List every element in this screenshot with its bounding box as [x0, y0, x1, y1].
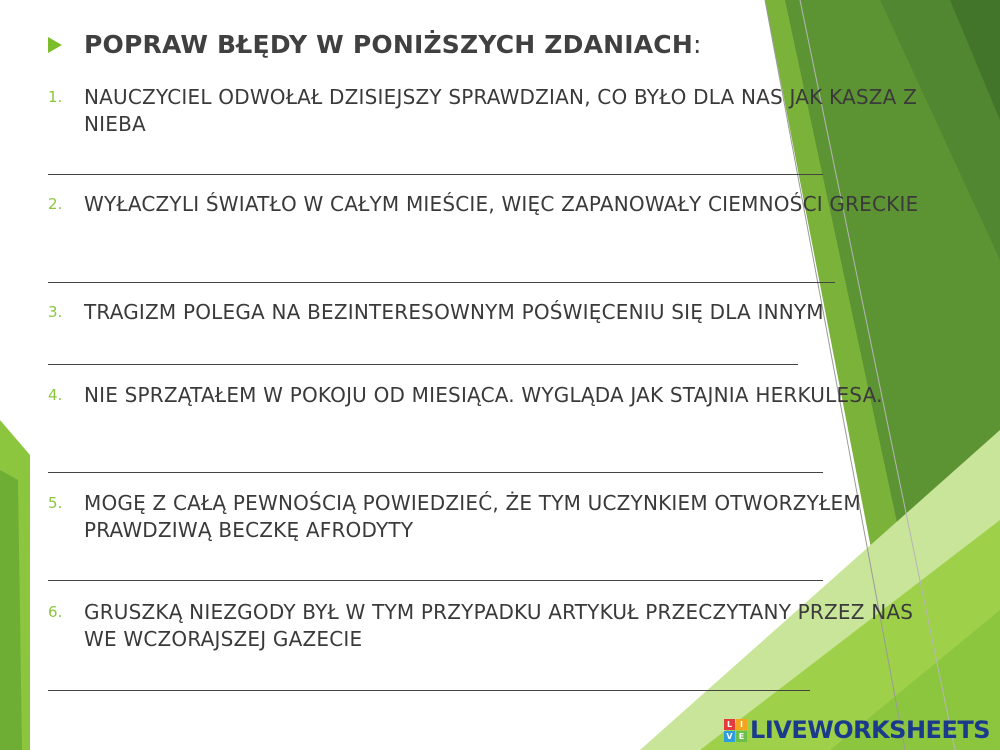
- bullet-arrow-icon: [48, 37, 62, 53]
- logo-letter: V: [724, 731, 735, 742]
- title-row: [48, 30, 701, 59]
- answer-line[interactable]: [48, 282, 835, 283]
- logo-grid-icon: [724, 719, 747, 742]
- title-colon: :: [692, 30, 702, 59]
- list-item: [48, 191, 918, 218]
- answer-line[interactable]: [48, 364, 798, 365]
- item-number: 2.: [48, 195, 63, 213]
- liveworksheets-logo: [724, 716, 990, 744]
- item-number: 3.: [48, 303, 63, 321]
- answer-line[interactable]: [48, 472, 823, 473]
- list-item: [48, 382, 883, 409]
- logo-letter: E: [736, 731, 747, 742]
- list-item: [48, 84, 934, 138]
- item-text: NIE SPRZĄTAŁEM W POKOJU OD MIESIĄCA. WYGLĄDA JAK STAJNIA HERKULESA.: [84, 383, 883, 407]
- item-number: 4.: [48, 386, 63, 404]
- item-text: WYŁACZYLI ŚWIATŁO W CAŁYM MIEŚCIE, WIĘC ZAPANOWAŁY CIEMNOŚCI GRECKIE: [84, 192, 919, 216]
- list-item: [48, 299, 824, 326]
- list-item: [48, 599, 934, 653]
- item-text: GRUSZKĄ NIEZGODY BYŁ W TYM PRZYPADKU ARTYKUŁ PRZECZYTANY PRZEZ NAS WE WCZORAJSZEJ GAZECIE: [84, 600, 914, 651]
- item-number: 6.: [48, 603, 63, 621]
- item-text: MOGĘ Z CAŁĄ PEWNOŚCIĄ POWIEDZIEĆ, ŻE TYM UCZYNKIEM OTWORZYŁEM PRAWDZIWĄ BECZKĘ AFRODYTY: [84, 491, 861, 542]
- answer-line[interactable]: [48, 690, 810, 691]
- logo-letter: I: [736, 719, 747, 730]
- item-number: 5.: [48, 494, 63, 512]
- logo-text: LIVEWORKSHEETS: [750, 716, 990, 744]
- item-text: TRAGIZM POLEGA NA BEZINTERESOWNYM POŚWIĘCENIU SIĘ DLA INNYM: [84, 300, 824, 324]
- page-title: POPRAW BŁĘDY W PONIŻSZYCH ZDANIACH: [84, 30, 693, 59]
- item-text: NAUCZYCIEL ODWOŁAŁ DZISIEJSZY SPRAWDZIAN, CO BYŁO DLA NAS JAK KASZA Z NIEBA: [84, 85, 917, 136]
- answer-line[interactable]: [48, 580, 823, 581]
- item-number: 1.: [48, 88, 63, 106]
- list-item: [48, 490, 934, 544]
- answer-line[interactable]: [48, 174, 823, 175]
- logo-letter: L: [724, 719, 735, 730]
